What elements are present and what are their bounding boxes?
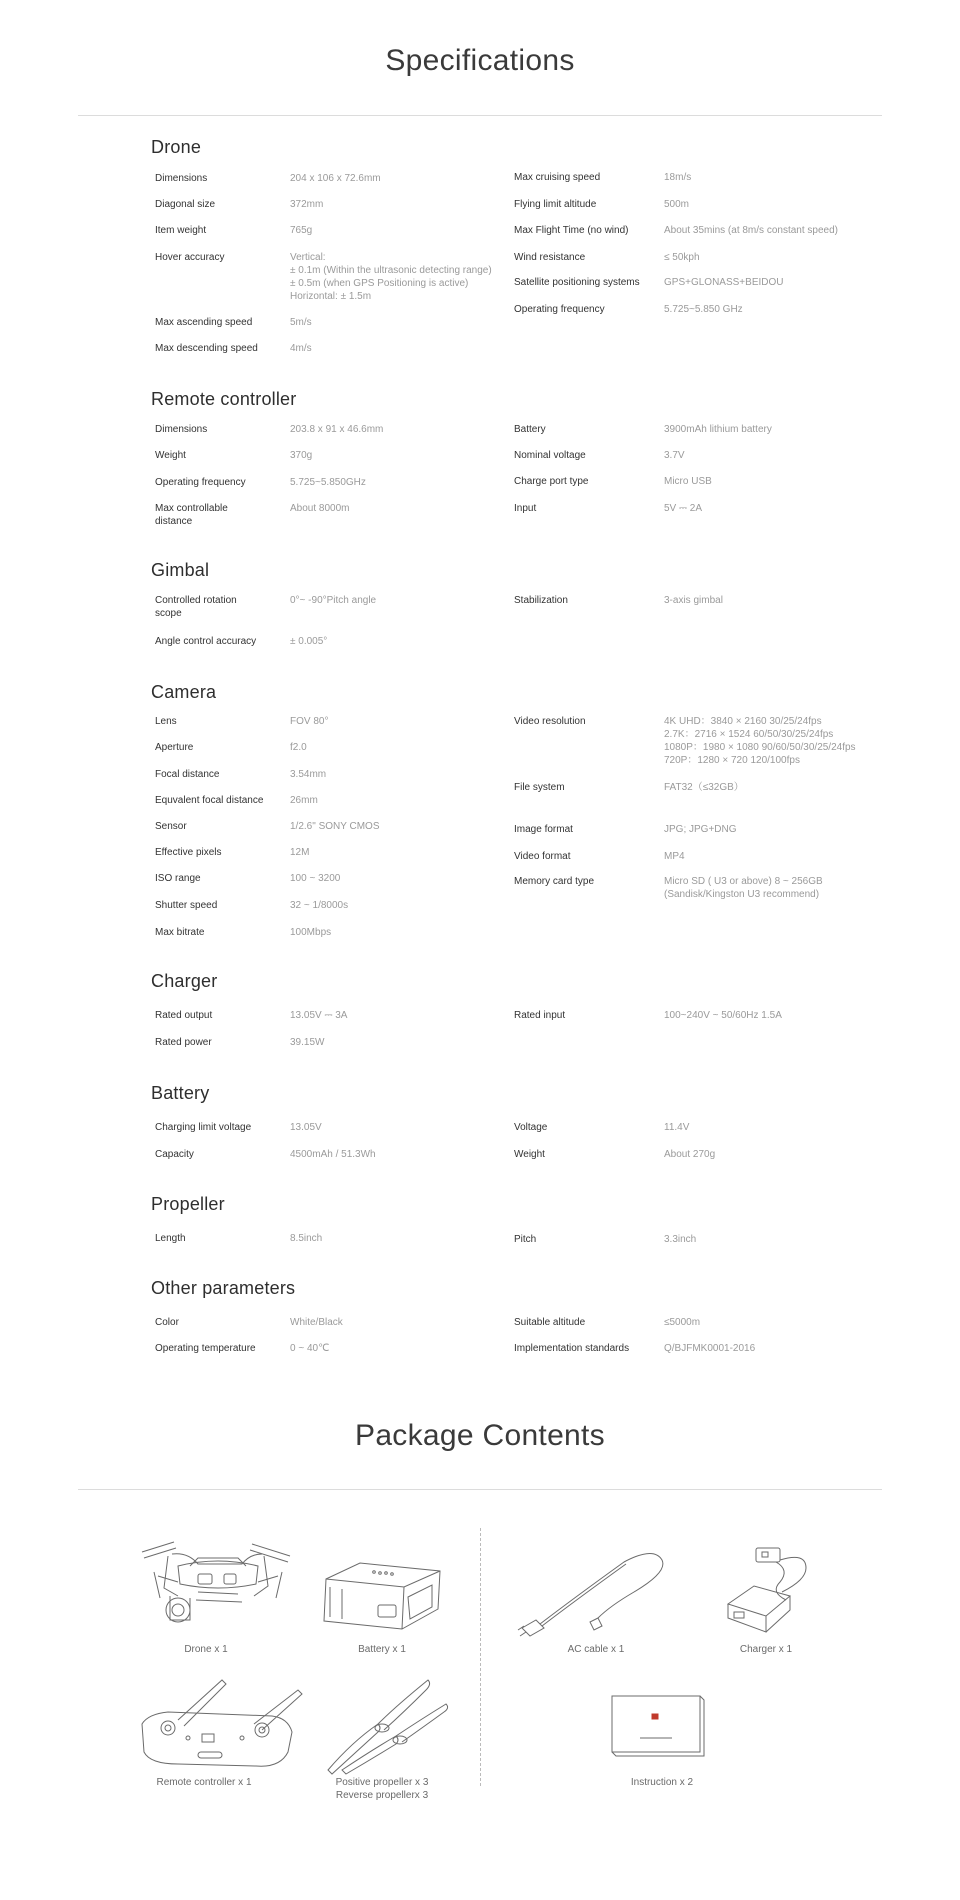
spec-value: f2.0 [290,742,307,753]
spec-label: Lens [155,716,177,727]
spec-label: Wind resistance [514,252,586,263]
spec-label: Weight [155,450,186,461]
spec-label: Focal distance [155,769,220,780]
spec-value: 4500mAh / 51.3Wh [290,1149,376,1160]
spec-value: 1/2.6" SONY CMOS [290,821,380,832]
spec-label: Operating frequency [514,304,605,315]
spec-label: Charge port type [514,476,589,487]
spec-value: 372mm [290,199,324,210]
spec-label: Operating frequency [155,477,246,488]
spec-value: 3.54mm [290,769,327,780]
spec-value: 100 ~ 3200 [290,873,341,884]
spec-value: 13.05V ⎓ 3A [290,1010,348,1021]
package-item-instruction: Instruction x 2 [630,1777,694,1788]
drone-illustration-icon [138,1536,298,1646]
spec-value: 765g [290,225,313,236]
spec-value: About 35mins (at 8m/s constant speed) [664,225,838,236]
spec-value: ≤ 50kph [664,252,700,263]
spec-value: 32 ~ 1/8000s [290,900,349,911]
spec-value: JPG; JPG+DNG [664,824,737,835]
spec-value: 3.7V [664,450,685,461]
spec-value: 18m/s [664,172,692,183]
spec-value: 5.725~5.850GHz [290,477,366,488]
spec-value: 204 x 106 x 72.6mm [290,173,381,184]
spec-value: ≤5000m [664,1317,701,1328]
spec-value: 100Mbps [290,927,332,938]
spec-label: Effective pixels [155,847,222,858]
spec-value: 0 ~ 40℃ [290,1343,330,1354]
spec-label: Charging limit voltage [155,1122,252,1133]
spec-label: Diagonal size [155,199,216,210]
spec-value: 3900mAh lithium battery [664,424,772,435]
spec-value: 0°~ -90°Pitch angle [290,595,377,606]
spec-value: 26mm [290,795,318,806]
spec-label: Satellite positioning systems [514,277,640,288]
spec-label: Operating temperature [155,1343,256,1354]
spec-value: 13.05V [290,1122,322,1133]
spec-value: 39.15W [290,1037,325,1048]
spec-value: 4m/s [290,343,312,354]
spec-label: Suitable altitude [514,1317,586,1328]
spec-value: Q/BJFMK0001-2016 [664,1343,756,1354]
spec-value: 5V ⎓ 2A [664,503,702,514]
spec-value: ± 0.005° [290,636,328,647]
charger-illustration-icon [720,1546,820,1641]
spec-value: White/Black [290,1317,343,1328]
section-title-charger: Charger [151,971,218,991]
spec-label: Input [514,503,537,514]
ac-cable-illustration-icon [514,1548,674,1643]
spec-label: File system [514,782,565,793]
section-title-battery: Battery [151,1083,210,1103]
spec-label: Sensor [155,821,187,832]
spec-value: 3.3inch [664,1234,697,1245]
specifications-title: Specifications [385,44,575,77]
spec-label: Dimensions [155,173,208,184]
package-contents-title: Package Contents [355,1419,605,1452]
spec-label: Memory card type [514,876,595,887]
specifications-divider [78,115,882,116]
spec-label: Hover accuracy [155,252,225,263]
spec-value: 370g [290,450,313,461]
package-item-ac-cable: AC cable x 1 [567,1644,625,1655]
spec-value: 5.725~5.850 GHz [664,304,743,315]
spec-value: Micro SD ( U3 or above) 8 ~ 256GB (Sandisk/Kingston U3 recommend) [664,876,823,900]
spec-value: MP4 [664,851,685,862]
spec-label: Nominal voltage [514,450,586,461]
spec-value: About 270g [664,1149,716,1160]
spec-label: Rated power [155,1037,212,1048]
spec-value: GPS+GLONASS+BEIDOU [664,277,784,288]
spec-value: 5m/s [290,317,312,328]
spec-value: About 8000m [290,503,350,514]
spec-label: Color [155,1317,179,1328]
section-title-gimbal: Gimbal [151,560,210,580]
spec-label: Video resolution [514,716,586,727]
package-item-drone: Drone x 1 [184,1644,228,1655]
spec-label: Controlled rotation scope [155,595,237,619]
spec-label: Flying limit altitude [514,199,597,210]
package-divider-vertical [480,1528,481,1786]
spec-label: Max descending speed [155,343,258,354]
spec-label: Equvalent focal distance [155,795,264,806]
section-title-drone: Drone [151,137,202,157]
spec-label: Max Flight Time (no wind) [514,225,629,236]
spec-value: 203.8 x 91 x 46.6mm [290,424,384,435]
section-title-remote-controller: Remote controller [151,389,297,409]
spec-label: Max bitrate [155,927,205,938]
spec-label: Implementation standards [514,1343,630,1354]
propeller-illustration-icon [322,1676,452,1776]
spec-value: 8.5inch [290,1233,323,1244]
package-item-battery: Battery x 1 [358,1644,406,1655]
spec-value: Vertical: ± 0.1m (Within the ultrasonic detecting range) ± 0.5m (when GPS Positioning is active) Horizontal: ± 1.5m [290,252,492,302]
spec-value: 500m [664,199,690,210]
spec-value: 12M [290,847,310,858]
spec-label: Battery [514,424,546,435]
spec-value: 4K UHD：3840 × 2160 30/25/24fps 2.7K：2716 × 1524 60/50/30/25/24fps 1080P：1980 × 1080 90/60/50/30/25/24fps 720P：1280 × 720 120/100fps [664,716,856,766]
section-title-propeller: Propeller [151,1194,225,1214]
spec-label: Video format [514,851,571,862]
spec-label: Rated output [155,1010,213,1021]
instruction-booklet-illustration-icon [610,1692,708,1758]
spec-label: Shutter speed [155,900,218,911]
spec-value: FAT32（≤32GB） [664,782,744,793]
package-item-charger: Charger x 1 [739,1644,793,1655]
spec-label: Item weight [155,225,207,236]
spec-label: Pitch [514,1234,537,1245]
spec-value: FOV 80° [290,716,329,727]
spec-label: Weight [514,1149,545,1160]
package-contents-divider [78,1489,882,1490]
spec-label: Max cruising speed [514,172,601,183]
spec-value: Micro USB [664,476,712,487]
section-title-other-parameters: Other parameters [151,1278,296,1298]
spec-label: ISO range [155,873,201,884]
spec-label: Max controllable distance [155,503,228,527]
section-title-camera: Camera [151,682,217,702]
spec-value: 100~240V ~ 50/60Hz 1.5A [664,1010,782,1021]
spec-value: 11.4V [664,1122,690,1133]
package-item-propellers: Positive propeller x 3 Reverse propellerx 3 [335,1777,429,1801]
spec-label: Angle control accuracy [155,636,257,647]
spec-label: Length [155,1233,186,1244]
spec-label: Capacity [155,1149,194,1160]
spec-label: Rated input [514,1010,566,1021]
battery-illustration-icon [322,1557,442,1637]
spec-label: Image format [514,824,573,835]
remote-controller-illustration-icon [138,1676,302,1776]
spec-label: Dimensions [155,424,208,435]
spec-label: Max ascending speed [155,317,253,328]
package-item-remote-controller: Remote controller x 1 [156,1777,252,1788]
spec-label: Stabilization [514,595,568,606]
spec-value: 3-axis gimbal [664,595,723,606]
spec-label: Aperture [155,742,194,753]
spec-label: Voltage [514,1122,548,1133]
